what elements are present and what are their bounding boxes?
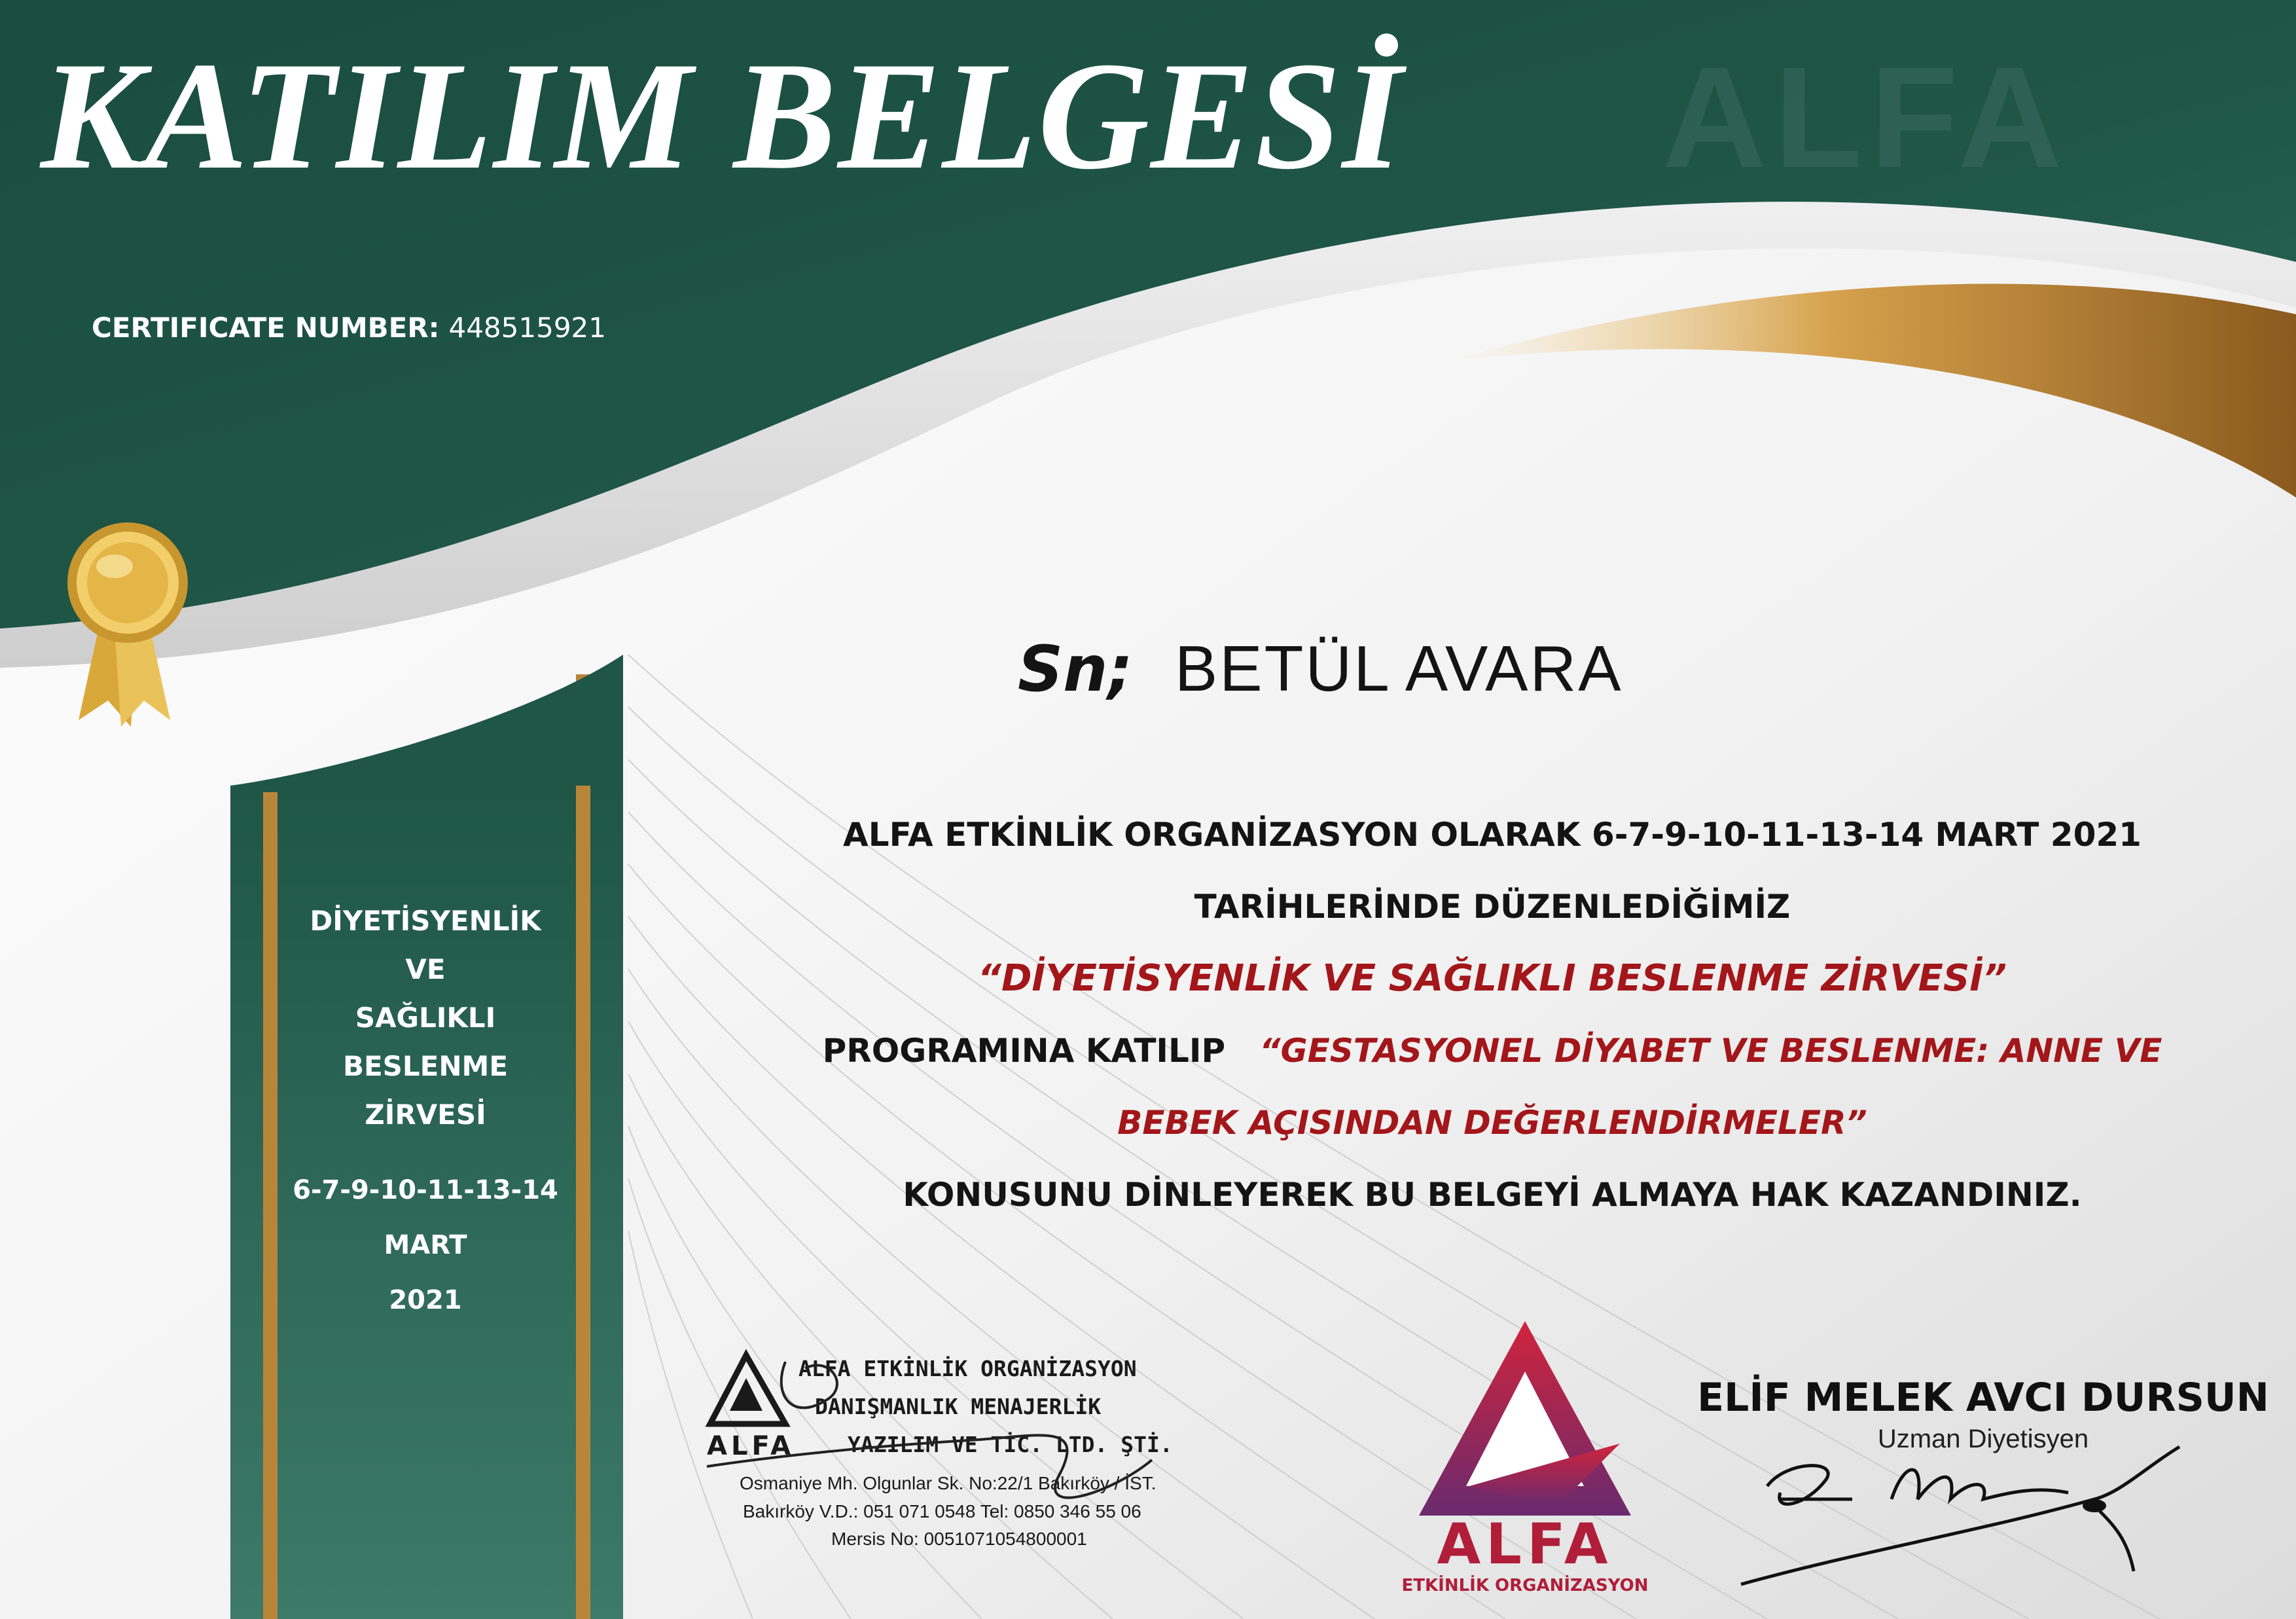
side-event-line: ZİRVESİ [365,1099,486,1131]
body-line-1: ALFA ETKİNLİK ORGANİZASYON OLARAK 6-7-9-10-11-13-14 MART 2021 [843,816,2142,854]
signer-name: ELİF MELEK AVCI DURSUN [1697,1375,2269,1421]
side-event-line: DİYETİSYENLİK [310,905,541,937]
topic-part-1: “GESTASYONEL DİYABET VE BESLENME: ANNE VE [1259,1032,2162,1070]
alfa-logo-subtitle: ETKİNLİK ORGANİZASYON [1401,1576,1649,1595]
certificate-number-value: 448515921 [448,312,606,344]
side-date-line: 2021 [389,1285,462,1315]
stamp-company-line-3: YAZILIM VE TİC. LTD. ŞTİ. [848,1432,1173,1457]
side-panel [275,897,576,1328]
stamp-address-line-2: Bakırköy V.D.: 051 071 0548 Tel: 0850 346 55 06 [743,1501,1141,1521]
recipient [1018,632,1623,706]
body-closing: KONUSUNU DİNLEYEREK BU BELGEYİ ALMAYA HAK KAZANDINIZ. [903,1176,2082,1214]
stamp-address-line-3: Mersis No: 0051071054800001 [831,1529,1087,1549]
recipient-salutation: Sn; [1018,632,1133,706]
stamp-logo-text: ALFA [707,1431,795,1461]
body-line-4 [707,1015,2278,1087]
gold-seal-icon [39,511,209,727]
side-event-line: VE [405,953,446,985]
event-name: “DİYETİSYENLİK VE SAĞLIKLI BESLENME ZİRVESİ” [977,957,2007,1000]
stamp-address-line-1: Osmaniye Mh. Olgunlar Sk. No:22/1 Bakırköy / İST. [740,1473,1157,1493]
alfa-logo-text: ALFA [1437,1512,1613,1577]
side-date-line: 6-7-9-10-11-13-14 [293,1175,558,1205]
body-line-2: TARİHLERİNDE DÜZENLEDİĞİMİZ [1194,888,1791,926]
certificate-number-label: CERTIFICATE NUMBER: [92,312,440,344]
stamp-company-line-1: ALFA ETKİNLİK ORGANİZASYON [798,1356,1137,1381]
watermark-text: ALFA [1662,37,2070,198]
side-event-line: BESLENME [342,1050,509,1082]
side-event-name [275,897,576,1139]
side-event-line: SAĞLIKLI [355,1002,496,1034]
stamp-company-line-2: DANIŞMANLIK MENAJERLİK [815,1394,1102,1419]
certificate-number [92,312,606,344]
recipient-name: BETÜL AVARA [1174,632,1623,704]
signer-title: Uzman Diyetisyen [1877,1425,2089,1453]
side-date-line: MART [384,1230,467,1260]
company-stamp [694,1342,1276,1558]
certificate-title: KATILIM BELGESİ [41,31,1404,202]
signature-scribble [1728,1421,2199,1604]
certificate-body [707,799,2278,1231]
topic-part-2: BEBEK AÇISINDAN DEĞERLENDİRMELER” [1117,1104,1867,1142]
body-line-4-prefix: PROGRAMINA KATILIP [822,1032,1226,1070]
side-event-dates [275,1163,576,1328]
alfa-logo [1361,1309,1689,1597]
